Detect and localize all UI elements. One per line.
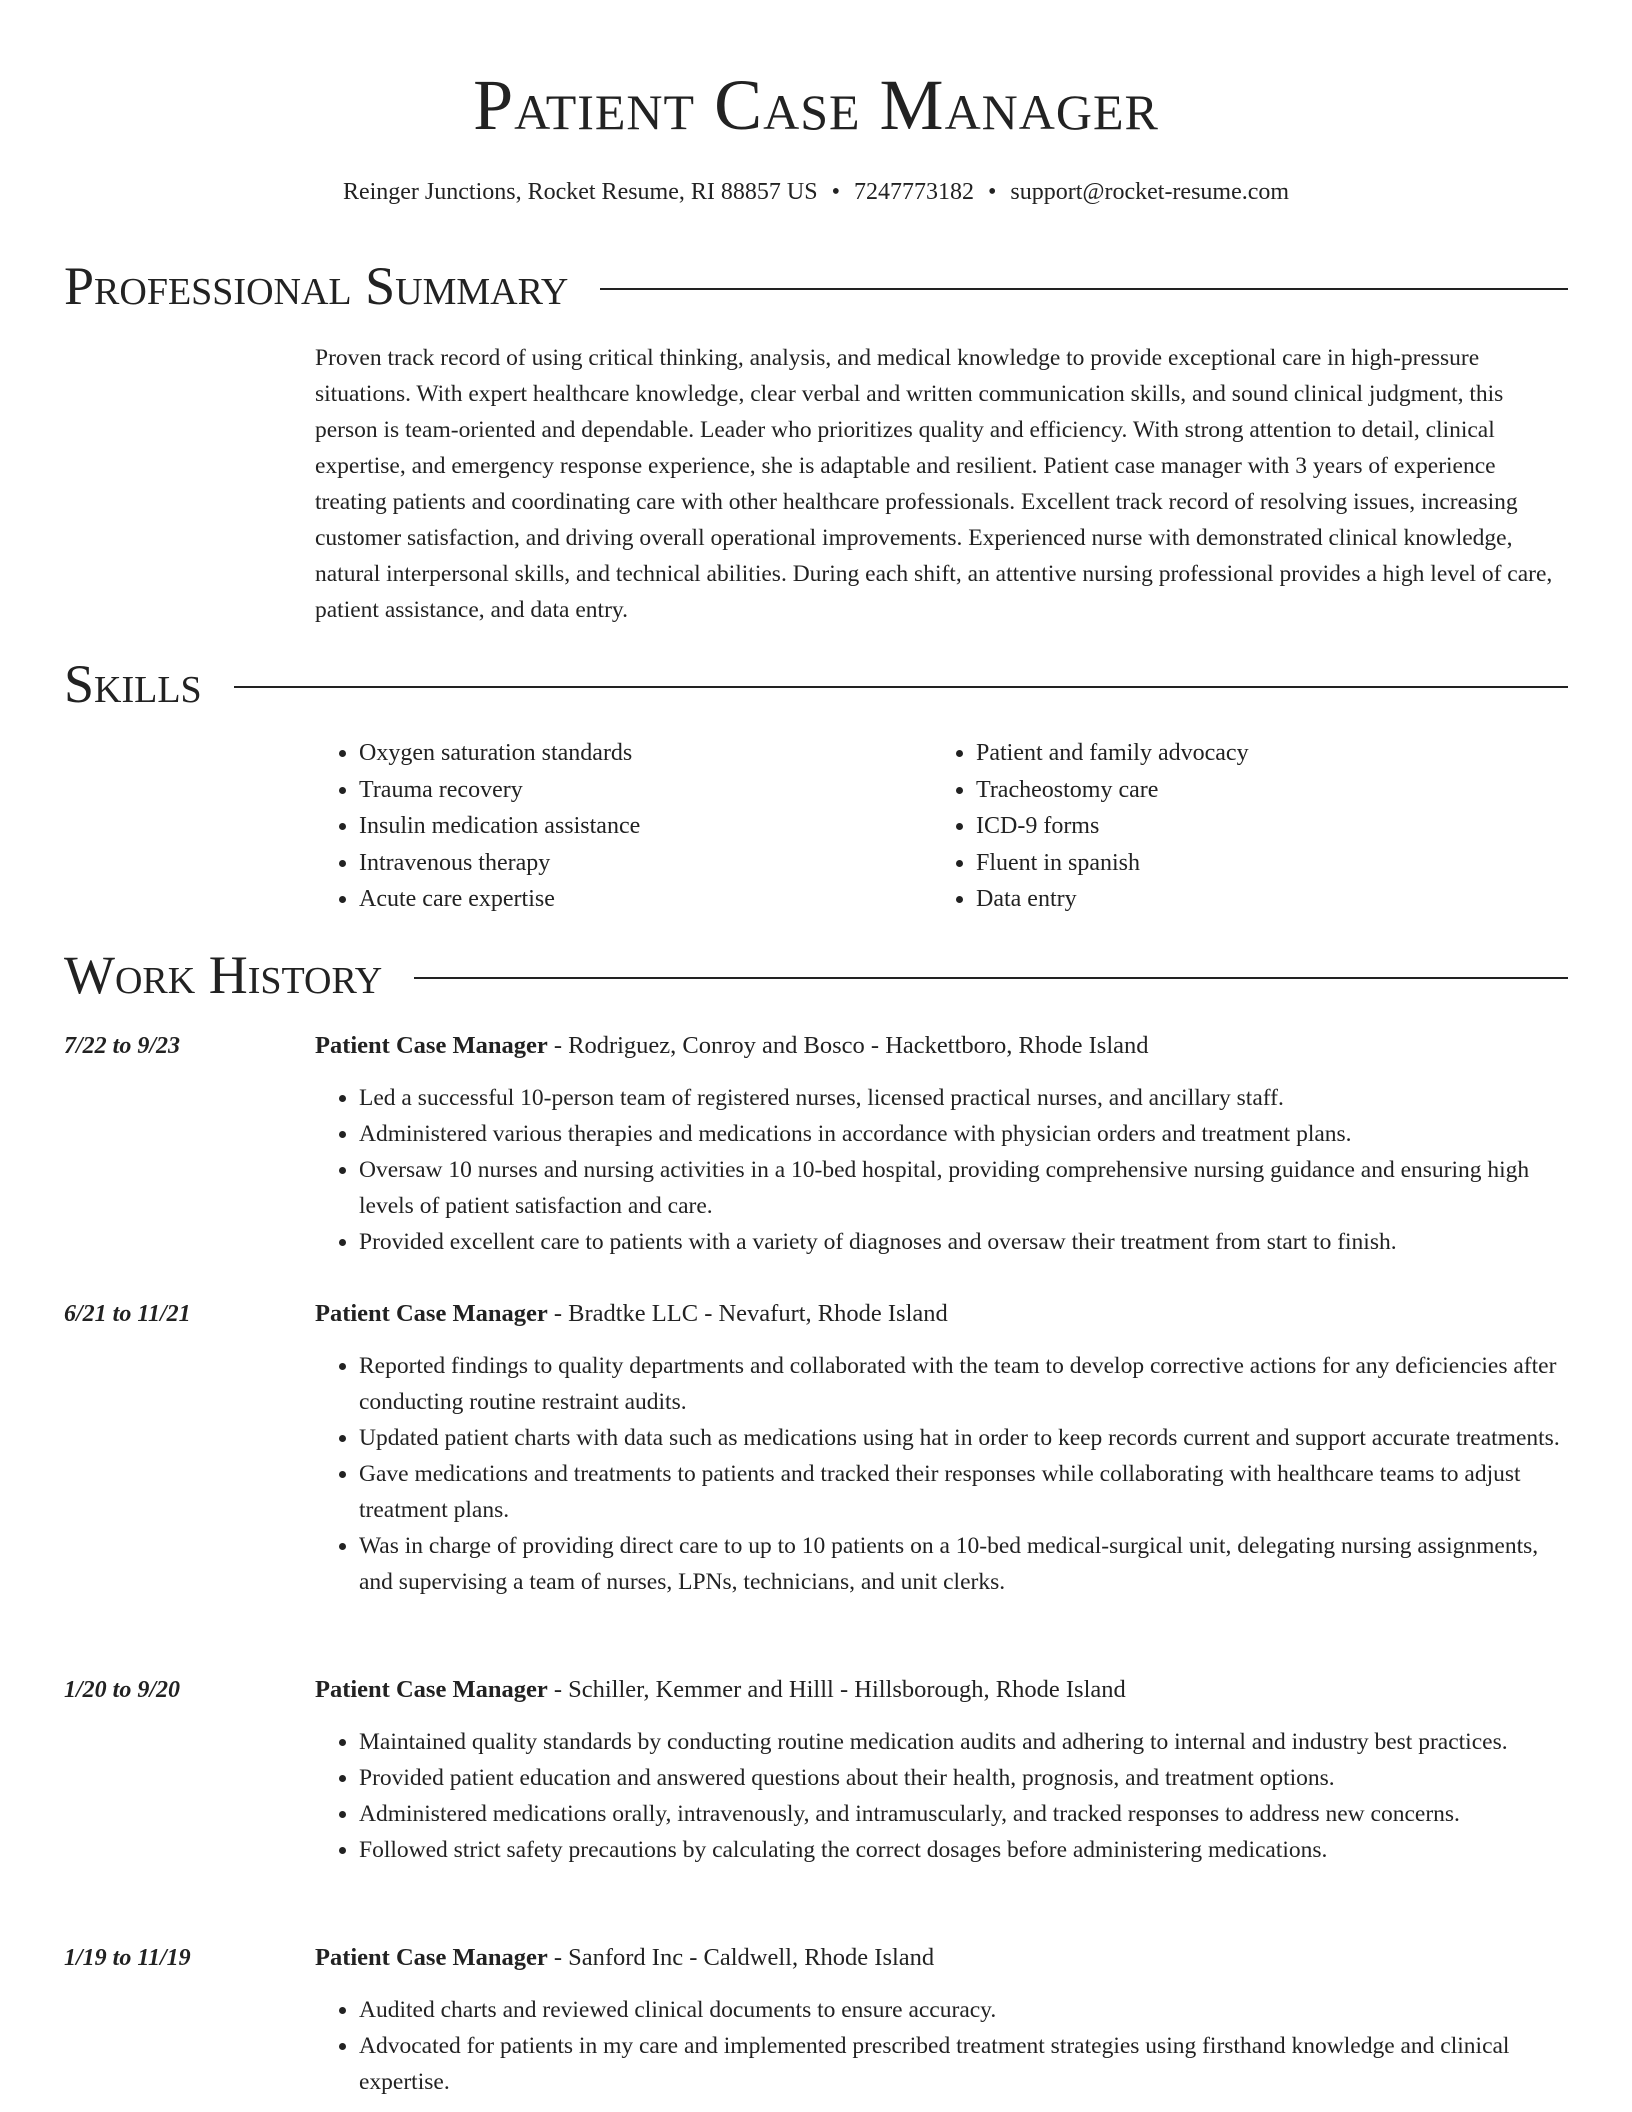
job-title: Patient Case Manager: [315, 1944, 548, 1971]
job-heading: [315, 1940, 1570, 1976]
job-bullet: • Administered various therapies and medications in accordance with physician orders and treatment plans.: [359, 1116, 1570, 1152]
job-employer: - Rodriguez, Conroy and Bosco - Hackettboro, Rhode Island: [547, 1032, 1149, 1059]
skill-item: • Trauma recovery: [359, 772, 932, 809]
job-title: Patient Case Manager: [315, 1300, 548, 1327]
job-bullets: [315, 1724, 1570, 1868]
job-dates: 1/19 to 11/19: [64, 1945, 191, 1971]
contact-phone: 7247773182: [853, 179, 974, 205]
job-bullets: [315, 1080, 1570, 1260]
job-bullet: • Was in charge of providing direct care to up to 10 patients on a 10-bed medical-surgical unit, delegating nursing assignments, and supervising a team of nurses, LPNs, technicians, and unit clerks.: [359, 1528, 1570, 1600]
section-title: Skills: [64, 654, 202, 714]
job-dates: 1/20 to 9/20: [64, 1677, 181, 1703]
job-bullet: • Administered medications orally, intravenously, and intramuscularly, and tracked responses to address new concerns.: [359, 1796, 1570, 1832]
candidate-name: Patient Case Manager: [473, 65, 1159, 145]
contact-line: [0, 176, 1632, 208]
skills-column-right: [932, 735, 1549, 918]
job-heading: [315, 1028, 1570, 1064]
skill-item: • Tracheostomy care: [976, 772, 1549, 809]
job-bullet: • Followed strict safety precautions by calculating the correct dosages before administering medications.: [359, 1832, 1570, 1868]
job-dates: 6/21 to 11/21: [64, 1301, 191, 1327]
skill-item: • Patient and family advocacy: [976, 735, 1549, 772]
job-bullet: • Updated patient charts with data such as medications using hat in order to keep records current and support accurate treatments.: [359, 1420, 1570, 1456]
skill-item: • Data entry: [976, 881, 1549, 918]
skills-column-left: [315, 735, 932, 918]
skill-item: • ICD-9 forms: [976, 808, 1549, 845]
job-bullet: • Led a successful 10-person team of registered nurses, licensed practical nurses, and ancillary staff.: [359, 1080, 1570, 1116]
job-bullets: [315, 1348, 1570, 1600]
skill-item: • Acute care expertise: [359, 881, 932, 918]
section-skills: [64, 652, 1568, 716]
skill-item: • Oxygen saturation standards: [359, 735, 932, 772]
job-title: Patient Case Manager: [315, 1032, 548, 1059]
section-divider: [414, 977, 1568, 979]
skill-item: • Intravenous therapy: [359, 845, 932, 882]
job-employer: - Schiller, Kemmer and Hilll - Hillsborough, Rhode Island: [547, 1676, 1126, 1703]
contact-separator: •: [831, 179, 840, 205]
section-title: Professional Summary: [64, 256, 569, 316]
job-bullet: • Provided excellent care to patients with a variety of diagnoses and oversaw their treatment from start to finish.: [359, 1224, 1570, 1260]
skill-item: • Insulin medication assistance: [359, 808, 932, 845]
section-divider: [234, 686, 1568, 688]
summary-text: Proven track record of using critical thinking, analysis, and medical knowledge to provide exceptional care in high-pressure situations. With expert healthcare knowledge, clear verbal and written communication skills, and sound clinical judgment, this person is team-oriented and dependable. Leader who prioritizes quality and efficiency. With strong attention to detail, clinical expertise, and emergency response experience, she is adaptable and resilient. Patient case manager with 3 years of experience treating patients and coordinating care with other healthcare professionals. Excellent track record of resolving issues, increasing customer satisfaction, and driving overall operational improvements. Experienced nurse with demonstrated clinical knowledge, natural interpersonal skills, and technical abilities. During each shift, an attentive nursing professional provides a high level of care, patient assistance, and data entry.: [315, 345, 1553, 623]
section-title: Work History: [64, 945, 383, 1005]
job-dates: 7/22 to 9/23: [64, 1033, 181, 1059]
job-bullet: • Advocated for patients in my care and implemented prescribed treatment strategies using firsthand knowledge and clinical expertise.: [359, 2028, 1570, 2100]
job-employer: - Sanford Inc - Caldwell, Rhode Island: [547, 1944, 935, 1971]
job-heading: [315, 1296, 1570, 1332]
job-bullet: • Gave medications and treatments to patients and tracked their responses while collaborating with healthcare teams to adjust treatment plans.: [359, 1456, 1570, 1528]
section-work-history: [64, 943, 1568, 1007]
section-professional-summary: [64, 254, 1568, 318]
job-bullets: [315, 1992, 1570, 2100]
contact-separator: •: [987, 179, 997, 205]
job-employer: - Bradtke LLC - Nevafurt, Rhode Island: [547, 1300, 948, 1327]
job-title: Patient Case Manager: [315, 1676, 548, 1703]
job-heading: [315, 1672, 1570, 1708]
job-bullet: • Maintained quality standards by conducting routine medication audits and adhering to internal and industry best practices.: [359, 1724, 1570, 1760]
skills-list: [315, 735, 1570, 918]
job-bullet: • Provided patient education and answered questions about their health, prognosis, and treatment options.: [359, 1760, 1570, 1796]
contact-email: support@rocket-resume.com: [1010, 179, 1290, 205]
job-bullet: • Oversaw 10 nurses and nursing activities in a 10-bed hospital, providing comprehensive nursing guidance and ensuring high levels of patient satisfaction and care.: [359, 1152, 1570, 1224]
section-divider: [600, 288, 1568, 290]
job-bullet: • Reported findings to quality departments and collaborated with the team to develop corrective actions for any deficiencies after conducting routine restraint audits.: [359, 1348, 1570, 1420]
skill-item: • Fluent in spanish: [976, 845, 1549, 882]
contact-address: Reinger Junctions, Rocket Resume, RI 88857 US: [342, 179, 818, 205]
job-bullet: • Audited charts and reviewed clinical documents to ensure accuracy.: [359, 1992, 1570, 2028]
